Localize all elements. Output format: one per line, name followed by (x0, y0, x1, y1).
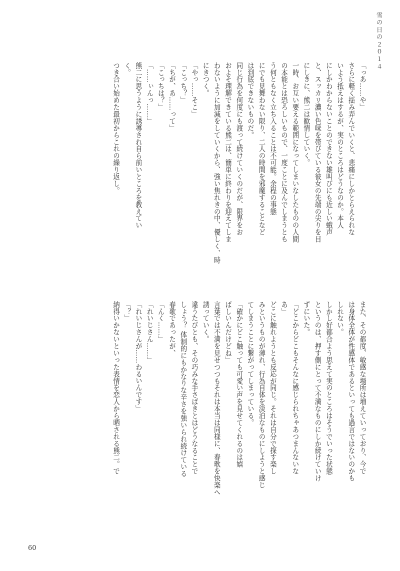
upper-text-line: いよう抵えはするが、実のところはどうなのか。本人 (335, 62, 344, 229)
lower-text-line: 違うたびとも、その巧みな手さばきとはどうなることで (189, 301, 198, 475)
upper-text-line: にしかわからないことのできない雄叫びにも近しい蛾声 (324, 62, 333, 236)
lower-text-line: 納得いかないといった表情を恋人から晒される熊二。で (111, 301, 120, 475)
lower-text-line: どこに触れようとも反応が同じ。それは自分で探す楽し (268, 301, 277, 475)
lower-text-line: 「んく……」 (156, 301, 165, 343)
lower-text-line: というのは、押す側にとって不満なものにしか続けていけ (313, 301, 322, 482)
upper-text-block (109, 62, 367, 294)
upper-text-line: 同じ行為を何度にも渡って続けていくのだが、限界をお (234, 62, 243, 236)
lower-text-line: 「どこからどこもそんなに感じられちゃあつまんないな (290, 301, 299, 475)
lower-text-line: また、その都度、敏感な場所は増えていっており、今で (358, 301, 366, 475)
lower-text-line: は身体全体が性感体であるといっても過言ではないのかも (346, 301, 355, 482)
upper-text-line: 「こっちは？」 (156, 62, 165, 111)
upper-text-line: にでも見舞わない限り、二人の時間を邪魔することなど (257, 62, 266, 236)
lower-text-line: しょう？ 体制的にもかなりな辛さを強いられ続けている (178, 301, 187, 478)
lower-text-line: 「確かにどこ触っても可愛い声を見せてくれるのは嬉 (234, 301, 243, 468)
upper-text-line: 一時、お互い要える範囲になってしまいなしたものの人間 (290, 62, 299, 243)
lower-text-line: 誘っていく。 (201, 301, 210, 343)
lower-text-line: あ」 (279, 301, 288, 315)
upper-text-line: 「ちが、あ……って」 (167, 62, 176, 132)
upper-text-line: 「……ぃんっ……」 (145, 62, 154, 125)
upper-text-line: 「っあ……や」 (358, 62, 366, 111)
lower-text-line: 「？」 (122, 301, 131, 322)
upper-text-line: う何ともなく立ち入ることは不可能。余程の事態 (268, 62, 277, 215)
upper-text-line: にしきに、熊二は歓情していく。 (301, 62, 310, 167)
upper-text-line: にきつく。 (201, 62, 210, 97)
upper-text-line: 「やっ……そこ」 (189, 62, 198, 118)
lower-text-line: みというものが薄れ、行為自体を淡泊なものにしようと感じ (257, 301, 266, 489)
lower-text-line: 言葉では不満を見せつつもそれは本当は同様に、春歌を快楽へ (212, 301, 221, 496)
lower-text-line: しかし好都合よう思えて実のところはそうでいった状態 (324, 301, 333, 475)
lower-text-line: 春歌であったが、 (167, 301, 176, 357)
upper-text-line: さらに軽く揺み弄んでいくと、悲痛にしかとらえられな (346, 62, 355, 236)
page-number: 60 (28, 544, 37, 552)
upper-text-line: つき合い始めた最初からこれの繰り返し。 (111, 62, 120, 195)
lower-text-line: しれない。 (335, 301, 344, 336)
lower-text-line: ばしいんだけどね」 (223, 301, 232, 364)
upper-text-line: およそ理解できている熊二は、簡単に終わりを迎えてしま (223, 62, 232, 243)
upper-text-line: 熊二に思うように誘導され自ら前いところを教えてい (133, 62, 142, 229)
upper-text-line: と、スッカリ濃い色味を帯びている彼女の先端の尖りを目 (313, 62, 322, 243)
upper-text-line: わないように加減をしていくから、強い焦れきの中、優しく、時 (212, 62, 221, 264)
upper-text-line: は到底できないものだ。 (245, 62, 254, 139)
lower-text-block (109, 301, 367, 521)
lower-text-line: 「れいじさんが……わるいんです」 (133, 301, 142, 413)
running-title: 雪の日の２０１４ (375, 12, 382, 71)
lower-text-line: てしまうことに繋がってしまっている。 (245, 301, 254, 427)
upper-text-line: く。 (122, 62, 131, 76)
upper-text-line: 「こっち？」 (178, 62, 187, 104)
upper-text-line: の本能とは恐ろしいもので、一度ことに及んでしまうとも (279, 62, 288, 243)
lower-text-line: ずにいた。 (301, 301, 310, 336)
lower-text-line: 「れいじさん……」 (145, 301, 154, 364)
